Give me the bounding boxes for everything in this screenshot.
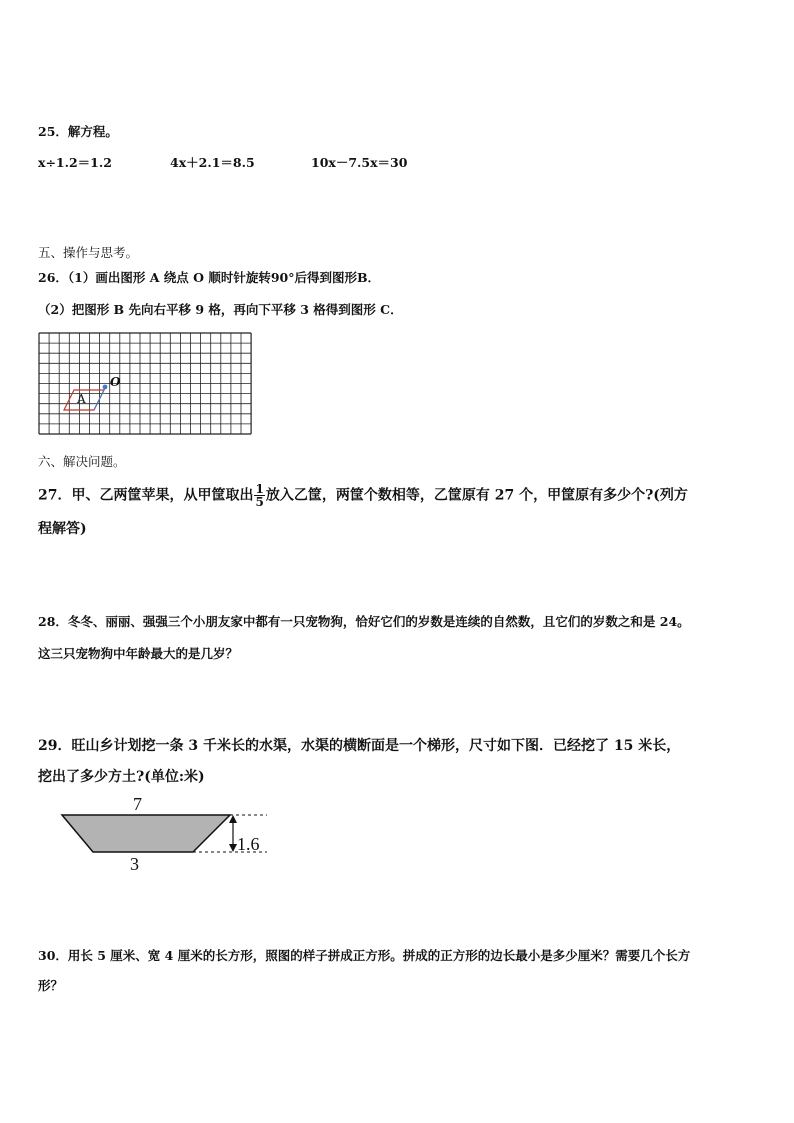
shape-a-label: A: [77, 392, 86, 406]
height-arrow-head-down: [229, 844, 237, 852]
q25-title: 25．解方程。: [38, 124, 118, 139]
section-6-title: 六、解决问题。: [38, 454, 126, 469]
q27-part-1: 27．甲、乙两筐苹果，从甲筐取出: [38, 487, 254, 504]
point-o-label: O: [110, 375, 121, 389]
q29-line-2: 挖出了多少方土?(单位:米): [38, 769, 205, 785]
q27-line-1: [38, 483, 688, 508]
height-label: 1.6: [237, 834, 260, 854]
q30-line-2: 形？: [38, 978, 64, 993]
q25-equation-3: 10x－7.5x＝30: [311, 155, 408, 170]
bottom-base-label: 3: [130, 854, 139, 874]
trapezoid-figure: [55, 790, 275, 875]
q27-fraction: [254, 483, 264, 508]
q29-line-1: 29．旺山乡计划挖一条 3 千米长的水渠，水渠的横断面是一个梯形，尺寸如下图．已经挖了 15 米长，: [38, 738, 681, 754]
trapezoid-cross-section: [62, 815, 230, 852]
q27-part-2: 放入乙筐，两筐个数相等，乙筐原有 27 个，甲筐原有多少个?(列方: [265, 487, 688, 504]
grid-lines: [39, 333, 251, 434]
point-o-marker: [103, 385, 108, 390]
q28-line-1: 28．冬冬、丽丽、强强三个小朋友家中都有一只宠物狗，恰好它们的岁数是连续的自然数，且它们的岁数之和是 24。: [38, 614, 690, 629]
q26-line-2: （2）把图形 B 先向右平移 9 格，再向下平移 3 格得到图形 C．: [38, 302, 403, 317]
q26-line-1: 26．（1）画出图形 A 绕点 O 顺时针旋转90°后得到图形B．: [38, 270, 381, 285]
q25-equation-1: x÷1.2＝1.2: [38, 155, 112, 170]
q25-equation-2: 4x＋2.1＝8.5: [170, 155, 255, 170]
q27-line-2: 程解答): [38, 521, 87, 537]
height-arrow-head-up: [229, 815, 237, 823]
top-base-label: 7: [133, 794, 142, 814]
fraction-denominator: 5: [255, 495, 264, 509]
q28-line-2: 这三只宠物狗中年龄最大的是几岁？: [38, 646, 239, 661]
fraction-numerator: 1: [255, 482, 264, 496]
q30-line-1: 30．用长 5 厘米、宽 4 厘米的长方形，照图的样子拼成正方形。拼成的正方形的边长最小是多少厘米？需要几个长方: [38, 948, 691, 963]
rotation-grid-figure: [39, 333, 253, 440]
section-5-title: 五、操作与思考。: [38, 245, 139, 260]
